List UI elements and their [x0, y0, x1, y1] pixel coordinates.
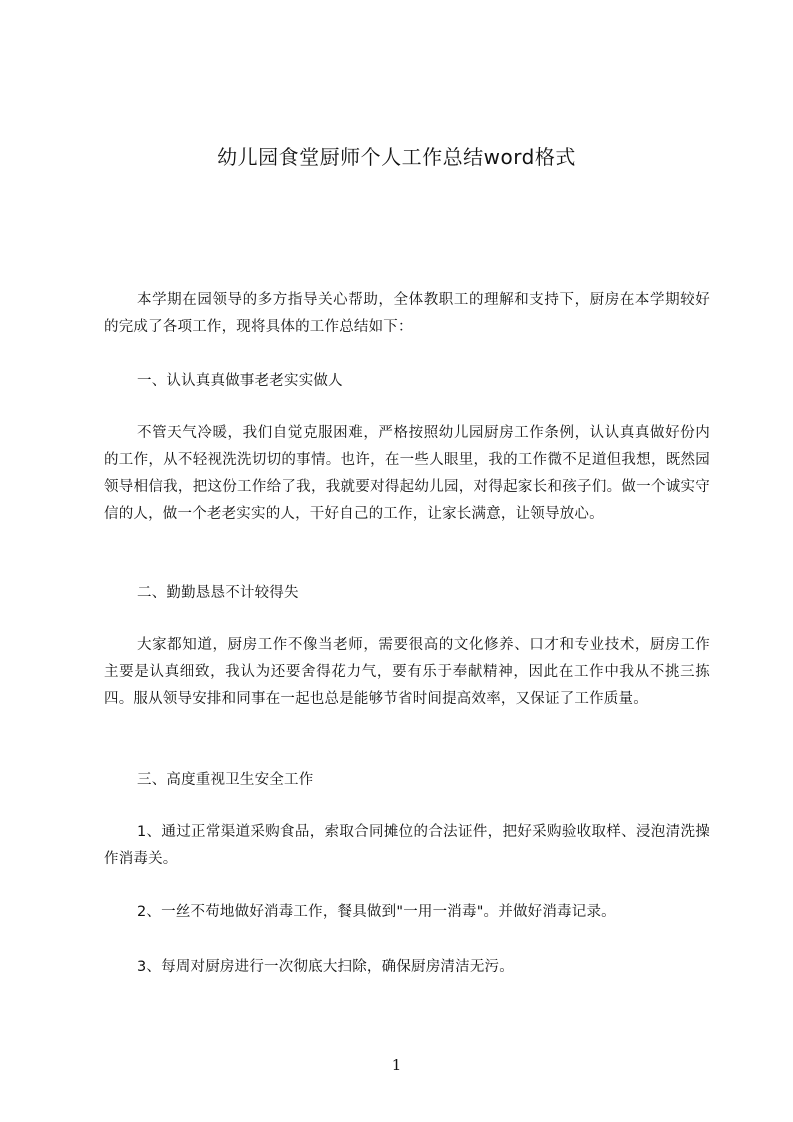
- section-3-item-1: 1、通过正常渠道采购食品，索取合同摊位的合法证件，把好采购验收取样、浸泡清洗操作消毒关。: [104, 824, 710, 867]
- section-1-body: 不管天气冷暖，我们自觉克服困难，严格按照幼儿园厨房工作条例，认认真真做好份内的工作，从不轻视洗洗切切的事情。也许，在一些人眼里，我的工作微不足道但我想，既然园领导相信我，把这份工作给了我，我就要对得起幼儿园，对得起家长和孩子们。做一个诚实守信的人，做一个老老实实的人，干好自己的工作，让家长满意，让领导放心。: [104, 425, 710, 522]
- section-1-heading: 一、认认真真做事老老实实做人: [137, 373, 343, 389]
- section-3-item-3: 3、每周对厨房进行一次彻底大扫除，确保厨房清洁无污。: [137, 959, 514, 975]
- intro-paragraph: 本学期在园领导的多方指导关心帮助，全体教职工的理解和支持下，厨房在本学期较好的完成了各项工作，现将具体的工作总结如下：: [104, 292, 710, 335]
- section-3-item-2: 2、一丝不苟地做好消毒工作，餐具做到"一用一消毒"。并做好消毒记录。: [137, 904, 616, 920]
- section-2-heading: 二、勤勤恳恳不计较得失: [137, 585, 299, 601]
- section-3-heading: 三、高度重视卫生安全工作: [137, 772, 314, 788]
- page-number: 1: [391, 1056, 402, 1074]
- document-title: 幼儿园食堂厨师个人工作总结word格式: [217, 145, 576, 169]
- section-2-body: 大家都知道，厨房工作不像当老师，需要很高的文化修养、口才和专业技术，厨房工作主要是认真细致，我认为还要舍得花力气，要有乐于奉献精神，因此在工作中我从不挑三拣四。服从领导安排和同事在一起也总是能够节省时间提高效率，又保证了工作质量。: [104, 637, 710, 707]
